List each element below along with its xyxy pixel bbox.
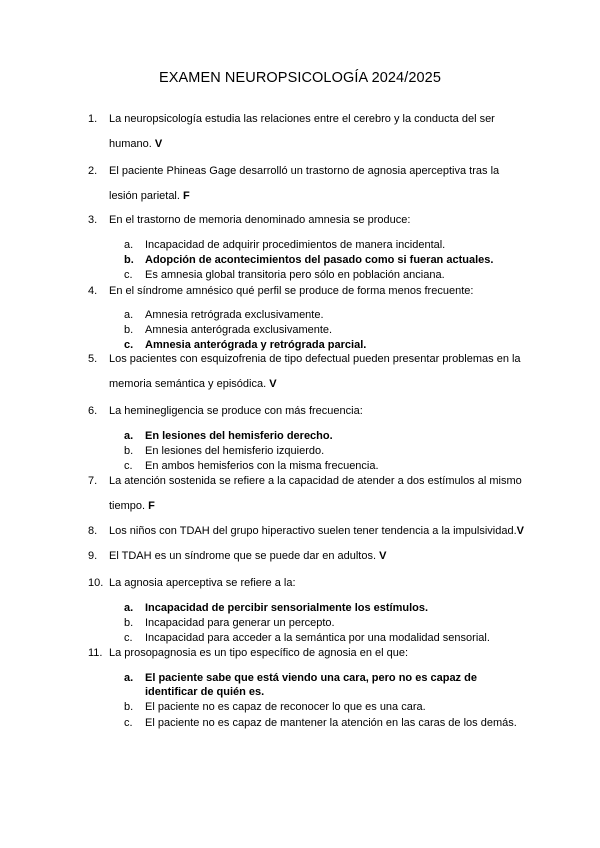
option-letter: c. [124, 339, 134, 351]
option-letter: c. [124, 460, 133, 472]
option-text: El paciente sabe que está viendo una cara, pero no es capaz de [145, 672, 477, 684]
question-text-cont: lesión parietal. [109, 190, 180, 202]
answer-mark: V [379, 550, 387, 562]
option-text: Es amnesia global transitoria pero sólo en población anciana. [145, 269, 445, 281]
question-number: 9. [88, 550, 98, 562]
option-letter: a. [124, 309, 134, 321]
page-title: EXAMEN NEUROPSICOLOGÍA 2024/2025 [158, 70, 442, 86]
question-text: Los pacientes con esquizofrenia de tipo defectual pueden presentar problemas en la [109, 353, 521, 365]
option-text: Amnesia retrógrada exclusivamente. [145, 309, 324, 321]
option-letter: a. [124, 672, 134, 684]
option-text-cont: identificar de quién es. [145, 686, 265, 698]
option-letter: c. [124, 717, 133, 729]
option-text: En lesiones del hemisferio derecho. [145, 430, 333, 442]
question-2-continuation [109, 189, 190, 203]
option-text: Incapacidad para generar un percepto. [145, 617, 335, 629]
answer-mark: F [183, 190, 190, 202]
question-text-cont: humano. [109, 138, 152, 150]
option-text: El paciente no es capaz de reconocer lo que es una cara. [145, 701, 426, 713]
option-text: Amnesia anterógrada y retrógrada parcial. [145, 339, 367, 351]
answer-mark: V [154, 138, 163, 150]
question-text: La prosopagnosia es un tipo específico de agnosia en el que: [109, 647, 409, 659]
question-1-continuation [109, 137, 162, 151]
question-text: En el síndrome amnésico qué perfil se produce de forma menos frecuente: [109, 285, 474, 297]
question-text: El paciente Phineas Gage desarrolló un trastorno de agnosia aperceptiva tras la [109, 165, 500, 177]
question-number: 7. [88, 475, 98, 487]
question-number: 10. [88, 577, 104, 589]
option-letter: b. [124, 445, 134, 457]
question-number: 1. [88, 113, 98, 125]
question-text: La heminegligencia se produce con más frecuencia: [109, 405, 363, 417]
option-text: En lesiones del hemisferio izquierdo. [145, 445, 325, 457]
option-text: Incapacidad de adquirir procedimientos de manera incidental. [145, 239, 446, 251]
question-number: 11. [88, 647, 103, 659]
question-text: Los niños con TDAH del grupo hiperactivo suelen tener tendencia a la impulsividad. [109, 525, 517, 537]
question-text-with-answer [109, 524, 539, 538]
option-text: Incapacidad para acceder a la semántica por una modalidad sensorial. [145, 632, 490, 644]
option-letter: b. [124, 701, 134, 713]
question-number: 8. [88, 525, 98, 537]
option-text: Adopción de acontecimientos del pasado como si fueran actuales. [145, 254, 494, 266]
option-text: Amnesia anterógrada exclusivamente. [145, 324, 333, 336]
option-letter: c. [124, 632, 133, 644]
question-text-with-answer [109, 549, 539, 563]
option-text: Incapacidad de percibir sensorialmente los estímulos. [145, 602, 429, 614]
question-text: En el trastorno de memoria denominado amnesia se produce: [109, 214, 411, 226]
option-letter: a. [124, 239, 134, 251]
question-number: 6. [88, 405, 98, 417]
question-7-continuation [109, 499, 155, 513]
question-text-cont: tiempo. [109, 500, 146, 512]
option-letter: b. [124, 324, 134, 336]
question-5-continuation [109, 377, 277, 391]
question-number: 4. [88, 285, 98, 297]
option-letter: b. [124, 617, 134, 629]
question-text-cont: memoria semántica y episódica. [109, 378, 267, 390]
option-letter: c. [124, 269, 133, 281]
question-text: La agnosia aperceptiva se refiere a la: [109, 577, 296, 589]
option-text: El paciente no es capaz de mantener la atención en las caras de los demás. [145, 717, 517, 729]
question-text: La atención sostenida se refiere a la capacidad de atender a dos estímulos al mismo [109, 475, 522, 487]
question-number: 2. [88, 165, 98, 177]
question-number: 3. [88, 214, 98, 226]
option-letter: b. [124, 254, 134, 266]
option-letter: a. [124, 430, 134, 442]
question-text: El TDAH es un síndrome que se puede dar en adultos. [109, 550, 377, 562]
answer-mark: V [516, 525, 524, 537]
question-number: 5. [88, 353, 98, 365]
answer-mark: V [269, 378, 277, 390]
option-letter: a. [124, 602, 134, 614]
option-text: En ambos hemisferios con la misma frecuencia. [145, 460, 379, 472]
question-text: La neuropsicología estudia las relaciones entre el cerebro y la conducta del ser [109, 113, 495, 125]
answer-mark: F [148, 500, 155, 512]
